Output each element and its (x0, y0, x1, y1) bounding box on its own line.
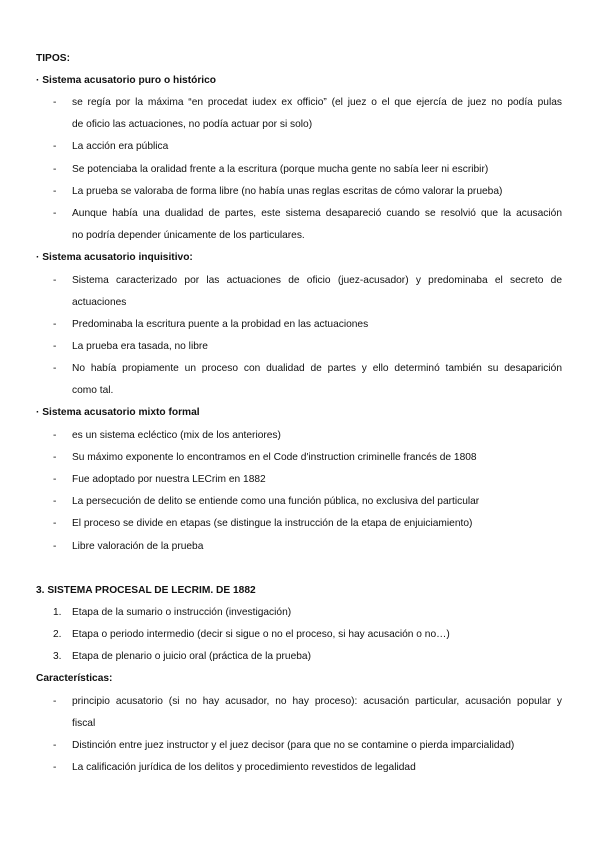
list-dash: - (53, 740, 57, 751)
list-dash: - (53, 430, 57, 441)
list-item-continuation: como tal. (72, 385, 114, 396)
list-item: Fue adoptado por nuestra LECrim en 1882 (72, 474, 266, 485)
list-dash: - (53, 518, 57, 529)
list-dash: - (53, 452, 57, 463)
list-item-continuation: de oficio las actuaciones, no podía actuar por si solo) (72, 119, 313, 130)
list-item: Se potenciaba la oralidad frente a la escritura (porque mucha gente no sabía leer ni escribir) (72, 164, 489, 175)
list-dash: - (53, 696, 57, 707)
list-dash: - (53, 762, 57, 773)
step-number: 2. (53, 629, 62, 640)
list-dash: - (53, 341, 57, 352)
tipos-heading: TIPOS: (36, 53, 70, 64)
caracteristicas-heading: Características: (36, 673, 113, 684)
list-item: La prueba era tasada, no libre (72, 341, 208, 352)
list-item: La calificación jurídica de los delitos y procedimiento revestidos de legalidad (72, 762, 416, 773)
list-item: Predominaba la escritura puente a la probidad en las actuaciones (72, 319, 369, 330)
list-dash: - (53, 363, 57, 374)
list-item-continuation: no podría depender únicamente de los particulares. (72, 230, 305, 241)
step-number: 1. (53, 607, 62, 618)
list-dash: - (53, 541, 57, 552)
step-number: 3. (53, 651, 62, 662)
list-item: La persecución de delito se entiende como una función pública, no exclusiva del particular (72, 496, 480, 507)
list-item: No había propiamente un proceso con dualidad de partes y ello determinó también su desaparición (72, 363, 562, 374)
section-title-inquisitivo: · Sistema acusatorio inquisitivo: (36, 252, 193, 263)
list-dash: - (53, 474, 57, 485)
list-item: Aunque había una dualidad de partes, este sistema desapareció cuando se resolvió que la acusación (72, 208, 562, 219)
list-item: El proceso se divide en etapas (se distingue la instrucción de la etapa de enjuiciamiento) (72, 518, 473, 529)
list-dash: - (53, 141, 57, 152)
section-title-mixto-formal: · Sistema acusatorio mixto formal (36, 407, 200, 418)
list-item: La acción era pública (72, 141, 169, 152)
list-item: Distinción entre juez instructor y el juez decisor (para que no se contamine o pierda imparcialidad) (72, 740, 515, 751)
list-dash: - (53, 496, 57, 507)
list-item: La prueba se valoraba de forma libre (no había unas reglas escritas de cómo valorar la prueba) (72, 186, 503, 197)
list-item: principio acusatorio (si no hay acusador, no hay proceso): acusación particular, acusación popular y (72, 696, 562, 707)
list-item: se regía por la máxima “en procedat iudex ex officio” (el juez o el que ejercía de juez no podía pulas (72, 97, 562, 108)
step-item: Etapa o periodo intermedio (decir si sigue o no el proceso, si hay acusación o no…) (72, 629, 450, 640)
list-item: es un sistema ecléctico (mix de los anteriores) (72, 430, 281, 441)
list-item: Sistema caracterizado por las actuaciones de oficio (juez-acusador) y predominaba el secreto de (72, 275, 562, 286)
section-title-acusatorio-puro: · Sistema acusatorio puro o histórico (36, 75, 217, 86)
list-dash: - (53, 208, 57, 219)
section3-heading: 3. SISTEMA PROCESAL DE LECRIM. DE 1882 (36, 585, 256, 596)
list-dash: - (53, 97, 57, 108)
list-dash: - (53, 275, 57, 286)
list-dash: - (53, 186, 57, 197)
step-item: Etapa de la sumario o instrucción (investigación) (72, 607, 292, 618)
list-item-continuation: fiscal (72, 718, 96, 729)
list-item: Su máximo exponente lo encontramos en el Code d'instruction criminelle francés de 1808 (72, 452, 477, 463)
list-item: Libre valoración de la prueba (72, 541, 204, 552)
list-dash: - (53, 164, 57, 175)
list-item-continuation: actuaciones (72, 297, 127, 308)
step-item: Etapa de plenario o juicio oral (práctica de la prueba) (72, 651, 311, 662)
list-dash: - (53, 319, 57, 330)
